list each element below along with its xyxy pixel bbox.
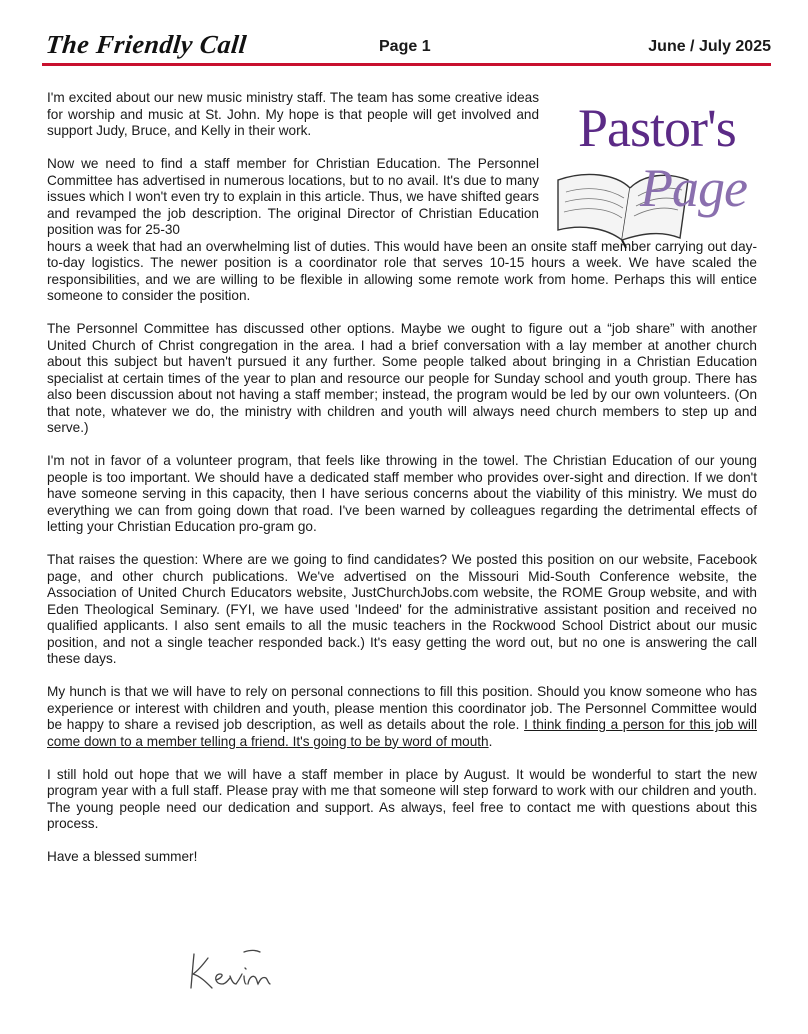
page-header: [42, 30, 771, 64]
paragraph-3: The Personnel Committee has discussed other options. Maybe we ought to figure out a “job share” with another United Church of Christ congregation in the area. I had a brief conversation with a lay member at another church about this subject but haven't pursued it any further. Some people talked about bringing in a Christian Education specialist at certain times of the year to plan and resource our people for Sunday school and youth group. There has also been discussion about not having a staff member; instead, the program would be led by our own volunteers. (On that note, whatever we do, the ministry with children and youth will always need church members to step up and serve.): [47, 321, 757, 435]
article-body: [47, 90, 757, 882]
logo-text-pastors: Pastor's: [578, 98, 736, 158]
header-rule: [42, 63, 771, 66]
paragraph-2-narrow: Now we need to find a staff member for Christian Education. The Personnel Committee has advertised in numerous locations, but to no avail. It's due to many issues which I won't even try to explain in this article. Thus, we have shifted gears and revamped the job description. The original Director of Christian Education position was for 25-30: [47, 156, 539, 237]
paragraph-6-underlined: I think finding a person for this job will come down to a member telling a friend. It's going to be by word of mouth: [47, 717, 757, 749]
paragraph-6-end: .: [488, 733, 493, 749]
paragraph-2-wide: hours a week that had an overwhelming list of duties. This would have been an onsite staff member carrying out day-to-day logistics. The newer position is a coordinator role that serves 10-15 hours a week. We have scaled the responsibilities, and we are willing to be flexible in allowing some remote work from home. Perhaps this will entice someone to consider the position.: [47, 238, 757, 303]
page-number: Page 1: [379, 38, 431, 55]
logo-text-page: Page: [640, 158, 747, 218]
paragraph-6: [47, 684, 757, 750]
signature-kevin: [186, 944, 286, 994]
paragraph-6-text: My hunch is that we will have to rely on personal connections to fill this position. Should you know someone who has experience or interest with children and youth, please mention this coordinator job. The Personnel Committee would be happy to share a revised job description, as well as details about the role.: [47, 684, 757, 732]
paragraph-4: I'm not in favor of a volunteer program, that feels like throwing in the towel. The Christian Education of our young people is too important. We should have a dedicated staff member who provides over-sight and direction. If we don't have someone serving in this capacity, then I have serious concerns about the viability of this ministry. We must do everything we can from going down that road. I've been warned by colleagues regarding the detrimental effects of letting your Christian Education pro-gram go.: [47, 453, 757, 534]
paragraph-1: I'm excited about our new music ministry staff. The team has some creative ideas for worship and music at St. John. My hope is that people will get involved and support Judy, Bruce, and Kelly in their work.: [47, 90, 539, 138]
paragraph-5: That raises the question: Where are we going to find candidates? We posted this position on our website, Facebook page, and other church publications. We've advertised on the Missouri Mid-South Conference website, the Association of United Church Educators website, JustChurchJobs.com website, the ROME Group website, and with Eden Theological Seminary. (FYI, we have used 'Indeed' for the administrative assistant position and received no qualified applicants. I also sent emails to all the music teachers in the Rockwood School District about our music position, and not a single teacher responded back.) It's easy getting the word out, but no one is answering the call these days.: [47, 552, 757, 666]
paragraph-7: I still hold out hope that we will have a staff member in place by August. It would be wonderful to start the new program year with a full staff. Please pray with me that someone will step forward to work with our children and youth. The young people need our dedication and support. As always, feel free to contact me with questions about this process.: [47, 766, 757, 831]
issue-date: June / July 2025: [648, 38, 771, 55]
paragraph-2: [47, 156, 757, 305]
closing-line: Have a blessed summer!: [47, 849, 198, 864]
newsletter-masthead: The Friendly Call: [44, 30, 249, 59]
